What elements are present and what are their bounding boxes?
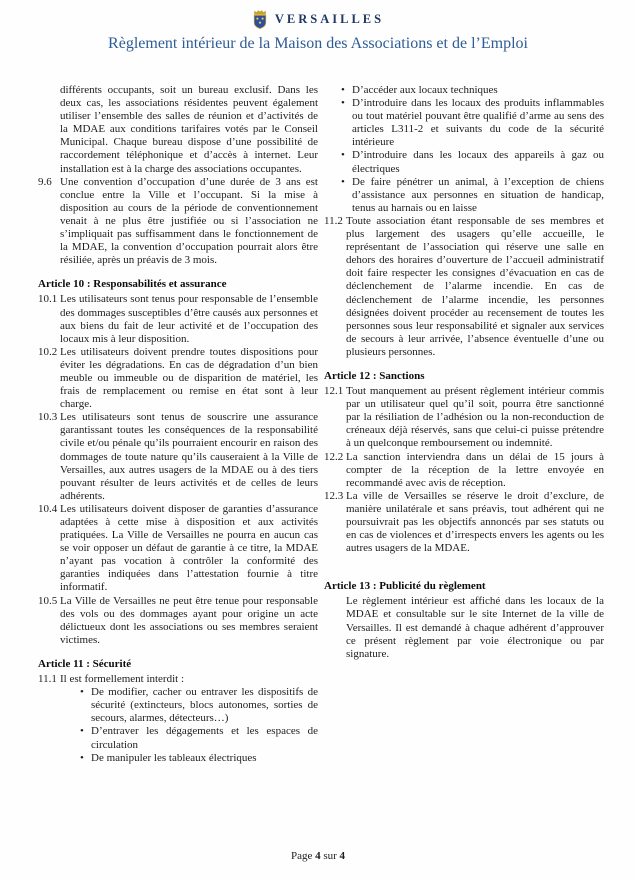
clause-11-2: [324, 215, 604, 359]
clause-12-1: [324, 385, 604, 450]
brand-row: [0, 7, 636, 31]
clause-10-2: [38, 346, 318, 411]
clause-number: 11.2: [324, 214, 343, 227]
footer-page-number: 4: [315, 850, 321, 862]
brand-name: VERSAILLES: [274, 11, 385, 26]
article-13-paragraph: Le règlement intérieur est affiché dans les locaux de la MDAE et consultable sur le site Internet de la ville de Versailles. Il est demandé à chaque adhérent d’approuver ce présent règlement par voie électronique ou par signature.: [346, 595, 604, 660]
clause-text: Les utilisateurs sont tenus de souscrire une assurance garantissant toutes les conséquences de la responsabilité civile et/ou pénale qu’ils pourraient encourir en raison des dommages de toute nature qu’ils causeraient à la Ville de Versailles, aux autres usagers de la MDAE ou à des tiers pouvant résulter de leurs activités et de celles de leurs adhérents.: [60, 411, 318, 502]
bullet-item: • D’entraver les dégagements et les espaces de circulation: [78, 725, 318, 751]
clause-number: 11.1: [38, 673, 57, 686]
clause-body: [60, 673, 318, 765]
document-body: [0, 53, 636, 765]
clause-9-6: [38, 176, 318, 268]
clause-10-3: [38, 411, 318, 503]
clause-12-3: [324, 490, 604, 555]
footer-total-number: 4: [339, 850, 346, 862]
clause-10-1: [38, 293, 318, 345]
clause-number: 10.4: [38, 502, 58, 515]
clause-text: Tout manquement au présent règlement intérieur commis par un utilisateur quel qu’il soit, pourra être sanctionné par la résiliation de l’adhésion ou la non-reconduction de créneaux déjà réservés, sans que celui-ci puisse prétendre à un quelconque remboursement ou indemnité.: [346, 385, 604, 450]
clause-number: 12.1: [324, 385, 344, 398]
bullet-item: • De manipuler les tableaux électriques: [78, 752, 318, 765]
right-column: [324, 84, 604, 765]
prohibitions-list: [78, 686, 318, 765]
prohibitions-list-continued: [339, 84, 604, 215]
bullet-item: • D’accéder aux locaux techniques: [339, 84, 604, 97]
clause-text: La sanction interviendra dans un délai de 15 jours à compter de la réception de la lettre envoyée en recommandé avec avis de réception.: [346, 450, 604, 489]
left-column: [38, 84, 318, 765]
clause-12-2: [324, 451, 604, 490]
clause-11-1: [38, 673, 318, 765]
clause-text: Les utilisateurs doivent prendre toutes dispositions pour éviter les dégradations. En cas de dégradation d’un bien meuble ou immeuble ou de disparition de matériel, les frais de remplacement ou remise en état sont à leur charge.: [60, 345, 318, 411]
document-title: Règlement intérieur de la Maison des Associations et de l’Emploi: [108, 35, 528, 52]
bullet-item: • D’introduire dans les locaux des produits inflammables ou tout matériel pouvant être qualifié d’arme au sens des articles L311-2 et suivants du code de la sécurité intérieure: [339, 97, 604, 149]
page-header: [0, 0, 636, 53]
clause-number: 10.5: [38, 594, 58, 607]
clause-text: Les utilisateurs doivent disposer de garanties d’assurance adaptées à cette mise à disposition et aux activités pratiquées. La Ville de Versailles ne pourra en aucun cas se voir opposer un défaut de garantie à ce titre, la MDAE n’ayant pas vocation à contrôler la conformité des garanties indiquées dans l’attestation fournie à titre informatif.: [60, 502, 318, 594]
article-10-heading: Article 10 : Responsabilités et assurance: [38, 278, 227, 291]
page-footer: [0, 850, 636, 862]
clause-number: 12.3: [324, 489, 344, 502]
continuation-paragraph: différents occupants, soit un bureau exclusif. Dans les deux cas, les associations résidentes peuvent également utiliser l’ensemble des salles de réunion et d’activités de la MDAE aux conditions tarifaires votés par le Conseil Municipal. Chaque bureau dispose d’une possibilité de raccordement téléphonique et d’accès à internet. Leur installation est à la charge des associations occupantes.: [60, 84, 318, 175]
clause-number: 12.2: [324, 450, 344, 463]
clause-number: 10.1: [38, 293, 58, 306]
clause-text: La ville de Versailles se réserve le droit d’exclure, de manière unilatérale et sans préavis, tout adhérent qui ne poursuivrait pas les objectifs annoncés par ses statuts ou en cas de violences et d’irrespects envers les agents ou les autres usagers de la MDAE.: [346, 489, 604, 555]
article-11-heading: Article 11 : Sécurité: [38, 657, 132, 670]
footer-sur-label: sur: [323, 850, 337, 862]
clause-number: 10.3: [38, 411, 58, 424]
clause-lead-text: Il est formellement interdit :: [60, 673, 185, 686]
clause-text: Les utilisateurs sont tenus pour responsable de l’ensemble des dommages susceptibles d’être causés aux personnes et aux biens du fait de leur activité et de l’occupation des locaux mis à leur disposition.: [60, 293, 318, 345]
footer-page-label: Page: [290, 850, 313, 862]
versailles-crest-icon: [252, 8, 268, 30]
clause-10-4: [38, 503, 318, 595]
clause-text: Toute association étant responsable de ses membres et plus largement des usagers qu’elle accueille, le représentant de l’association qui réserve une salle en dehors des horaires d’ouverture de l’accueil administratif doit faire respecter les consignes d’évacuation en cas de déclenchement de l’alarme incendie. En cas de déclenchement de l’alarme incendie, les personnes désignées doivent procéder au recensement de toutes les personnes sous leur responsabilité et signaler aux services de secours à leur arrivée, l’absence éventuelle d’une ou plusieurs personnes.: [346, 214, 604, 358]
bullet-item: • De faire pénétrer un animal, à l’exception de chiens d’assistance aux personnes en situation de handicap, tenus au harnais ou en laisse: [339, 176, 604, 215]
clause-10-5: [38, 595, 318, 647]
clause-number: 10.2: [38, 345, 58, 358]
article-13-heading: Article 13 : Publicité du règlement: [324, 580, 486, 593]
clause-text: La Ville de Versailles ne peut être tenue pour responsable des vols ou des dommages ayant pour origine un acte délictueux dont les associations ou ses membres seraient victimes.: [60, 594, 318, 646]
bullet-item: • D’introduire dans les locaux des appareils à gaz ou électriques: [339, 149, 604, 175]
clause-text: Une convention d’occupation d’une durée de 3 ans est conclue entre la Ville et l’occupant. Si la mise à disposition au cours de la période de conventionnement venait à ne plus être justifiée ou si l’association ne s’impliquait pas suffisamment dans le fonctionnement de la MDAE, la convention d’occupation pourrait alors être résiliée, après un préavis de 3 mois.: [60, 175, 318, 267]
bullet-item: • De modifier, cacher ou entraver les dispositifs de sécurité (extincteurs, blocs autonomes, sorties de secours, alarmes, détecteurs…): [78, 686, 318, 725]
clause-number: 9.6: [38, 175, 52, 188]
article-12-heading: Article 12 : Sanctions: [324, 369, 425, 382]
